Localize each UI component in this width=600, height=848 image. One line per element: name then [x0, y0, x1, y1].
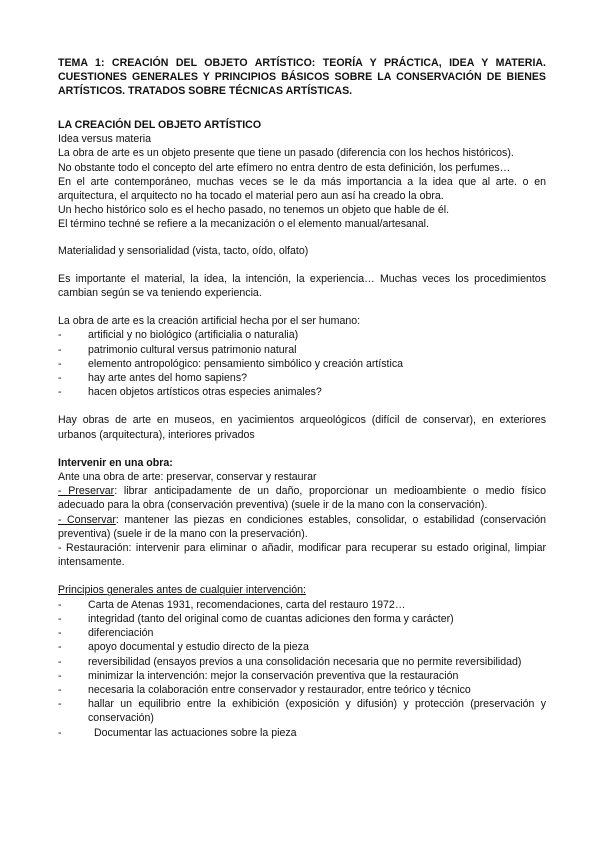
conservar-label: - Conservar [58, 513, 116, 526]
list-item: - necesaria la colaboración entre conservador y restaurador, entre teórico y técnico [58, 683, 546, 697]
obra-list [58, 328, 546, 399]
list-item: - minimizar la intervención: mejor la conservación preventiva que la restauración [58, 669, 546, 683]
section-subheading: Idea versus materia [58, 133, 152, 146]
materialidad-line: Materialidad y sensorialidad (vista, tacto, oído, olfato) [58, 244, 309, 257]
intervenir-intro: Ante una obra de arte: preservar, conservar y restaurar [58, 471, 317, 484]
principios-heading: Principios generales antes de cualquier intervención: [58, 584, 306, 597]
paragraph-line: El término techné se refiere a la mecanización o el elemento manual/artesanal. [58, 218, 429, 231]
document-title: TEMA 1: CREACIÓN DEL OBJETO ARTÍSTICO: TEORÍA Y PRÁCTICA, IDEA Y MATERIA. CUESTIONES GENERALES Y PRINCIPIOS BÁSICOS SOBRE LA CONSERVACIÓN DE BIENES ARTÍSTICOS. TRATADOS SOBRE TÉCNICAS ARTÍSTICAS. [58, 57, 546, 97]
section-heading: LA CREACIÓN DEL OBJETO ARTÍSTICO [58, 119, 262, 131]
list-item: - apoyo documental y estudio directo de la pieza [58, 640, 546, 654]
preservar-label: - Preservar [58, 485, 115, 498]
list-item: - hay arte antes del homo sapiens? [58, 371, 546, 385]
importante-paragraph: Es importante el material, la idea, la intención, la experiencia… Muchas veces los procedimientos cambian según se va teniendo experiencia. [58, 272, 546, 300]
conservar-paragraph [58, 513, 546, 541]
intervenir-heading: Intervenir en una obra: [58, 456, 173, 469]
list-item: - elemento antropológico: pensamiento simbólico y creación artística [58, 357, 546, 371]
principios-list [58, 598, 546, 740]
paragraph-line: No obstante todo el concepto del arte efímero no entra dentro de esta definición, los perfumes… [58, 161, 511, 174]
list-item: - hacen objetos artísticos otras especies animales? [58, 385, 546, 399]
paragraph-line: En el arte contemporáneo, muchas veces se le da más importancia a la idea que al arte. o en arquitectura, el arquitecto no ha tocado el material pero aun así ha creado la obra. [58, 175, 546, 203]
conservar-text: : mantener las piezas en condiciones estables, consolidar, o estabilidad (conservación preventiva) (suele ir de la mano con la preservación). [58, 513, 546, 540]
document-content [58, 56, 546, 740]
obra-intro: La obra de arte es la creación artificial hecha por el ser humano: [58, 315, 361, 328]
preservar-text: : librar anticipadamente de un daño, proporcionar un medioambiente o medio físico adecuado para la obra (conservación preventiva) (suele ir de la mano con la conservación). [58, 485, 546, 512]
restauracion-paragraph: - Restauración: intervenir para eliminar o añadir, modificar para recuperar su estado original, limpiar intensamente. [58, 542, 546, 569]
preservar-paragraph [58, 484, 546, 512]
list-item: - hallar un equilibrio entre la exhibición (exposición y difusión) y protección (preservación y conservación) [58, 697, 546, 725]
list-item: - patrimonio cultural versus patrimonio natural [58, 343, 546, 357]
list-item: - integridad (tanto del original como de cuantas adiciones den forma y carácter) [58, 612, 546, 626]
list-item: - diferenciación [58, 626, 546, 640]
paragraph-line: La obra de arte es un objeto presente que tiene un pasado (diferencia con los hechos históricos). [58, 147, 514, 160]
hay-obras-paragraph: Hay obras de arte en museos, en yacimientos arqueológicos (difícil de conservar), en exteriores urbanos (arquitectura), interiores privados [58, 414, 546, 441]
list-item: - Documentar las actuaciones sobre la pieza [58, 726, 546, 740]
list-item: - reversibilidad (ensayos previos a una consolidación necesaria que no permite reversibilidad) [58, 655, 546, 669]
list-item: - artificial y no biológico (artificialia o naturalia) [58, 328, 546, 342]
list-item: - Carta de Atenas 1931, recomendaciones, carta del restauro 1972… [58, 598, 546, 612]
paragraph-line: Un hecho histórico solo es el hecho pasado, no tenemos un objeto que hable de él. [58, 204, 450, 217]
